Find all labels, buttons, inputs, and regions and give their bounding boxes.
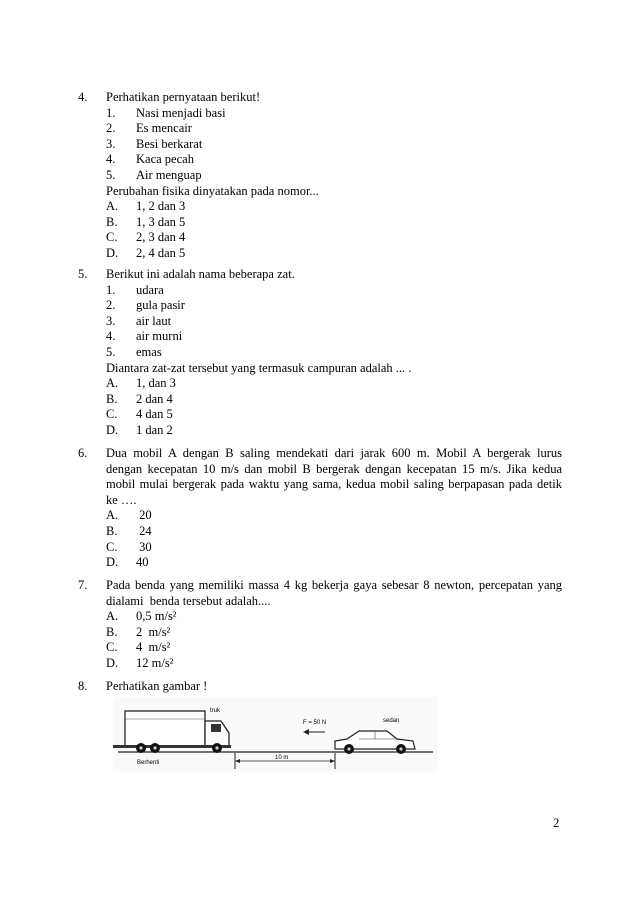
answer-option: C. 4 m/s² xyxy=(106,640,171,655)
statement-item: 4. air murni xyxy=(106,329,183,344)
question-8 xyxy=(78,679,562,695)
stop-label: Berhenti xyxy=(137,760,160,766)
statement-item: 2. gula pasir xyxy=(106,298,185,313)
question-stem: Perhatikan pernyataan berikut! xyxy=(106,90,261,104)
question-stem-line: dengan kecepatan 10 m/s dan mobil B bergerak dengan kecepatan 15 m/s. Jika kedua xyxy=(106,461,562,476)
question-number: 4. xyxy=(78,90,88,104)
question-number: 8. xyxy=(78,679,88,693)
question-stem-line: Pada benda yang memiliki massa 4 kg bekerja gaya sebesar 8 newton, percepatan yang xyxy=(106,578,562,592)
answer-option: D. 12 m/s² xyxy=(106,655,174,670)
answer-option: A. 1, 2 dan 3 xyxy=(106,199,186,214)
question-stem-line: ke …. xyxy=(106,492,137,507)
question-7 xyxy=(78,578,562,672)
question-stem-line: mobil mulai bergerak pada waktu yang sama, kedua mobil saling berpapasan pada detik xyxy=(106,477,562,492)
question-stem: Berikut ini adalah nama beberapa zat. xyxy=(106,267,295,281)
answer-option: D. 1 dan 2 xyxy=(106,422,173,437)
answer-option: B. 1, 3 dan 5 xyxy=(106,214,186,229)
sedan-label: sedan xyxy=(383,718,400,724)
statement-item: 5. emas xyxy=(106,344,162,359)
statement-item: 4. Kaca pecah xyxy=(106,152,194,167)
answer-option: C. 30 xyxy=(106,539,152,554)
question-number: 5. xyxy=(78,267,88,281)
distance-label: 10 m xyxy=(275,755,289,761)
question-stem-line: dialami benda tersebut adalah.... xyxy=(106,593,271,608)
answer-option: B. 24 xyxy=(106,523,152,538)
answer-option: C. 2, 3 dan 4 xyxy=(106,230,186,245)
force-label: F = 50 N xyxy=(303,720,327,726)
page-number: 2 xyxy=(553,816,560,830)
statement-item: 1. Nasi menjadi basi xyxy=(106,105,226,120)
statement-item: 5. Air menguap xyxy=(106,167,202,182)
question-5 xyxy=(78,267,562,439)
question-number: 7. xyxy=(78,578,88,592)
question-number: 6. xyxy=(78,446,88,460)
answer-option: B. 2 dan 4 xyxy=(106,391,173,406)
answer-option: D. 2, 4 dan 5 xyxy=(106,245,186,260)
answer-option: D. 40 xyxy=(106,555,149,570)
truck-sedan-figure xyxy=(113,697,438,772)
answer-option: B. 2 m/s² xyxy=(106,624,171,639)
question-stem: Perhatikan gambar ! xyxy=(106,679,208,693)
truck-label: truk xyxy=(210,708,221,714)
question-stem-line: Dua mobil A dengan B saling mendekati dari jarak 600 m. Mobil A bergerak lurus xyxy=(106,446,562,460)
answer-option: C. 4 dan 5 xyxy=(106,407,173,422)
answer-option: A. 0,5 m/s² xyxy=(106,609,177,624)
statement-item: 3. air laut xyxy=(106,313,172,328)
question-prompt: Diantara zat-zat tersebut yang termasuk campuran adalah ... . xyxy=(106,360,412,375)
question-prompt: Perubahan fisika dinyatakan pada nomor... xyxy=(106,183,319,198)
answer-option: A. 1, dan 3 xyxy=(106,376,176,391)
answer-option: A. 20 xyxy=(106,508,152,523)
statement-item: 2. Es mencair xyxy=(106,121,192,136)
statement-item: 1. udara xyxy=(106,282,164,297)
question-4 xyxy=(78,90,562,262)
statement-item: 3. Besi berkarat xyxy=(106,136,203,151)
question-6 xyxy=(78,446,562,571)
